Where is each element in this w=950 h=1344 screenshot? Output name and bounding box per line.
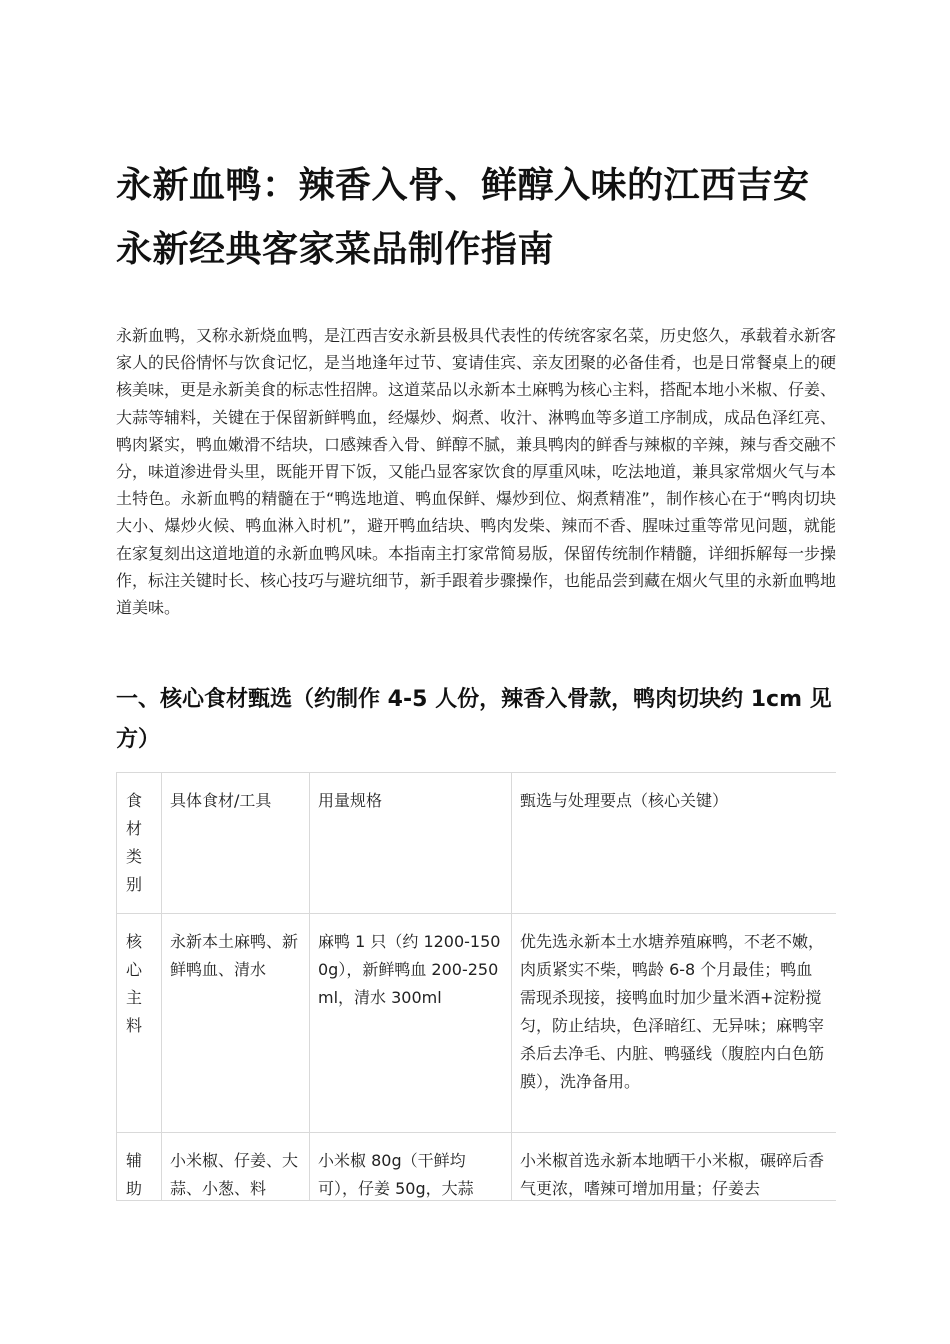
- notes-cell: 小米椒首选永新本地晒干小米椒，碾碎后香气更浓，嗜辣可增加用量；仔姜去: [512, 1133, 837, 1202]
- page-title: 永新血鸭：辣香入骨、鲜醇入味的江西吉安永新经典客家菜品制作指南: [116, 165, 810, 270]
- table-row: [117, 914, 837, 1133]
- table-header-row: [117, 773, 837, 914]
- category-cell: 核心主料: [117, 914, 162, 1133]
- amount-cell: 麻鸭 1 只（约 1200-1500g），新鲜鸭血 200-250ml，清水 300ml: [310, 914, 512, 1133]
- ingredients-table: [116, 772, 836, 1201]
- table-header-cell: 用量规格: [310, 773, 512, 914]
- intro-paragraph: 永新血鸭，又称永新烧血鸭，是江西吉安永新县极具代表性的传统客家名菜，历史悠久，承载着永新客家人的民俗情怀与饮食记忆，是当地逢年过节、宴请佳宾、亲友团聚的必备佳肴，也是日常餐桌上的硬核美味，更是永新美食的标志性招牌。这道菜品以永新本土麻鸭为核心主料，搭配本地小米椒、仔姜、大蒜等辅料，关键在于保留新鲜鸭血，经爆炒、焖煮、收汁、淋鸭血等多道工序制成，成品色泽红亮、鸭肉紧实，鸭血嫩滑不结块，口感辣香入骨、鲜醇不腻，兼具鸭肉的鲜香与辣椒的辛辣，辣与香交融不分，味道渗进骨头里，既能开胃下饭，又能凸显客家饮食的厚重风味，吃法地道，兼具家常烟火气与本土特色。永新血鸭的精髓在于“鸭选地道、鸭血保鲜、爆炒到位、焖煮精准”，制作核心在于“鸭肉切块大小、爆炒火候、鸭血淋入时机”，避开鸭血结块、鸭肉发柴、辣而不香、腥味过重等常见问题，就能在家复刻出这道地道的永新血鸭风味。本指南主打家常简易版，保留传统制作精髓，详细拆解每一步操作，标注关键时长、核心技巧与避坑细节，新手跟着步骤操作，也能品尝到藏在烟火气里的永新血鸭地道美味。: [116, 326, 837, 618]
- ingredients-table-container: [116, 772, 836, 1201]
- category-cell: 辅助: [117, 1133, 162, 1202]
- table-header-cell: 食材类别: [117, 773, 162, 914]
- ingredients-cell: 小米椒、仔姜、大蒜、小葱、料: [162, 1133, 310, 1202]
- ingredients-cell: 永新本土麻鸭、新鲜鸭血、清水: [162, 914, 310, 1133]
- section-heading-ingredients: 一、核心食材甄选（约制作 4-5 人份，辣香入骨款，鸭肉切块约 1cm 见方）: [116, 687, 832, 752]
- table-row: [117, 1133, 837, 1202]
- table-header-cell: 甄选与处理要点（核心关键）: [512, 773, 837, 914]
- table-header-cell: 具体食材/工具: [162, 773, 310, 914]
- notes-cell: 优先选永新本土水塘养殖麻鸭，不老不嫩，肉质紧实不柴，鸭龄 6-8 个月最佳；鸭血需现杀现接，接鸭血时加少量米酒+淀粉搅匀，防止结块，色泽暗红、无异味；麻鸭宰杀后去净毛、内脏、鸭骚线（腹腔内白色筋膜），洗净备用。: [512, 914, 837, 1133]
- amount-cell: 小米椒 80g（干鲜均可），仔姜 50g，大蒜: [310, 1133, 512, 1202]
